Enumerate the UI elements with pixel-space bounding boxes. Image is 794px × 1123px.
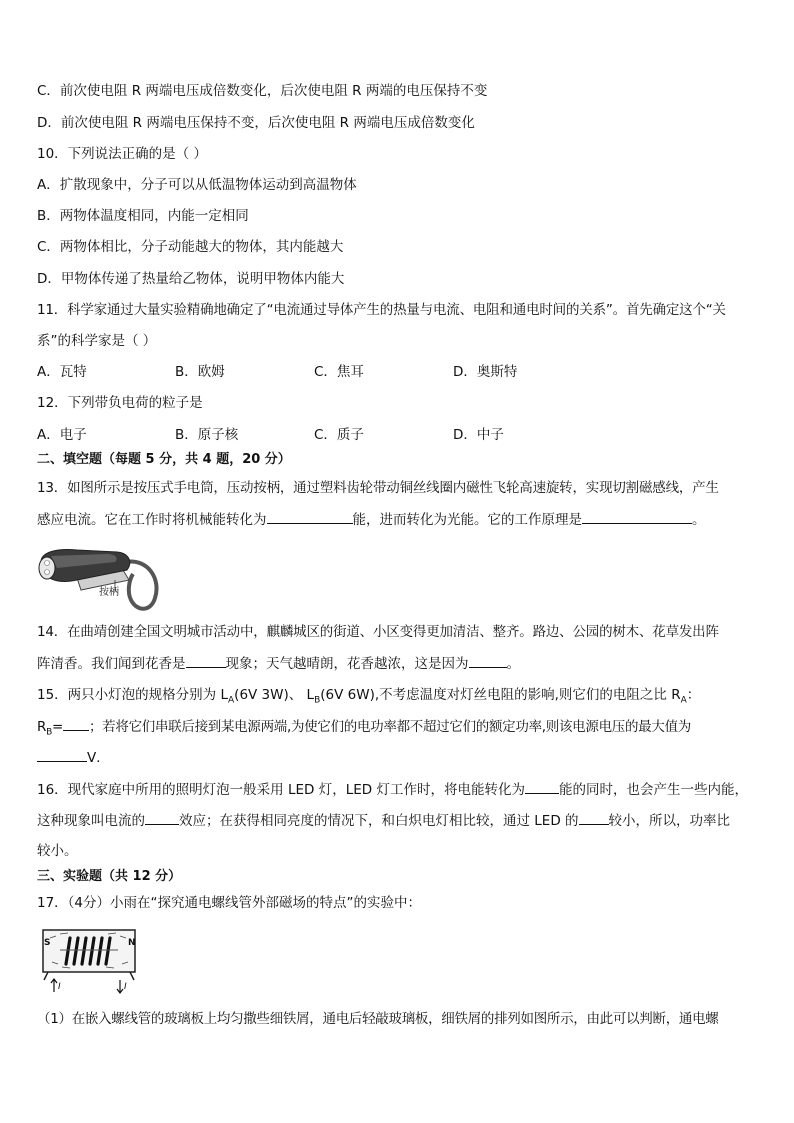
- q14-blank-1[interactable]: [186, 653, 226, 668]
- q15-sub-a2: A: [680, 695, 687, 706]
- q14-line2: [37, 653, 764, 674]
- q15-text-d: ：: [686, 687, 701, 703]
- q16-text-b: 能的同时，也会产生一些内能，: [558, 782, 748, 798]
- q16-text-d: 效应；在获得相同亮度的情况下，和白炽电灯相比较，通过 LED 的: [179, 813, 579, 829]
- q16-blank-1[interactable]: [525, 779, 559, 794]
- q15-text-series: ；若将它们串联后接到某电源两端,为使它们的电功率都不超过它们的额定功率,则该电源电压的最大值为: [88, 719, 691, 735]
- q14-text-b: 现象；天气越晴朗，花香越浓，这是因为: [225, 656, 469, 672]
- q9-option-d: D．前次使电阻 R 两端电压保持不变，后次使电阻 R 两端电压成倍数变化: [37, 115, 475, 131]
- q16-text-e: 较小，所以，功率比: [608, 813, 731, 829]
- q10-option-c: C．两物体相比，分子动能越大的物体，其内能越大: [37, 239, 344, 255]
- current-label-right: I: [124, 982, 127, 992]
- q16-text-c: 这种现象叫电流的: [37, 813, 145, 829]
- q16-text-a: 16．现代家庭中所用的照明灯泡一般采用 LED 灯，LED 灯工作时，将电能转化为: [37, 782, 525, 798]
- section-3-heading: 三、实验题（共 12 分）: [37, 869, 182, 884]
- q15-text-b: (6V 3W)、 L: [234, 687, 315, 703]
- flashlight-icon: [37, 540, 162, 615]
- q11-option-d: D．奥斯特: [453, 364, 518, 380]
- q16-blank-3[interactable]: [579, 810, 609, 825]
- q15-text-a: 15．两只小灯泡的规格分别为 L: [37, 687, 228, 703]
- q9-option-c: C．前次使电阻 R 两端电压成倍数变化，后次使电阻 R 两端的电压保持不变: [37, 83, 488, 99]
- q12-stem: 12．下列带负电荷的粒子是: [37, 395, 203, 411]
- q15-sub-a: A: [228, 695, 235, 706]
- flashlight-handle-label: 按柄: [99, 587, 119, 598]
- q13-text-a: 感应电流。它在工作时将机械能转化为: [37, 512, 267, 528]
- q15-line1: [37, 685, 764, 711]
- q16-blank-2[interactable]: [145, 810, 179, 825]
- q15-blank-1[interactable]: [63, 716, 89, 731]
- q15-line3: [37, 747, 764, 768]
- q17-part1: （1）在嵌入螺线管的玻璃板上均匀撒些细铁屑，通电后轻敲玻璃板，细铁屑的排列如图所示，由此可以判断，通电螺: [37, 1011, 719, 1027]
- q12-option-d: D．中子: [453, 427, 504, 443]
- flashlight-figure: [37, 540, 162, 615]
- q14-text-a: 阵清香。我们闻到花香是: [37, 656, 186, 672]
- q15-sub-b2: B: [46, 727, 52, 738]
- q13-text-c: 。: [692, 512, 706, 528]
- q16-line2: [37, 810, 764, 831]
- q11-option-a: A．瓦特: [37, 364, 87, 380]
- south-pole-label: S: [44, 938, 51, 948]
- q11-stem-line1: 11．科学家通过大量实验精确地确定了“电流通过导体产生的热量与电流、电阻和通电时间的关系”。首先确定这个“关: [37, 302, 726, 318]
- q16-line3: 较小。: [37, 843, 78, 859]
- q12-option-c: C．质子: [314, 427, 364, 443]
- q11-stem-line2: 系”的科学家是（ ）: [37, 333, 157, 349]
- q12-option-b: B．原子核: [175, 427, 239, 443]
- q10-option-b: B．两物体温度相同，内能一定相同: [37, 208, 249, 224]
- q15-blank-2[interactable]: [37, 747, 87, 762]
- q13-line1: 13．如图所示是按压式手电筒，压动按柄，通过塑料齿轮带动铜丝线圈内磁性飞轮高速旋转，实现切割磁感线，产生: [37, 480, 719, 496]
- current-label-left: I: [58, 982, 61, 992]
- q14-blank-2[interactable]: [469, 653, 507, 668]
- q13-line2: [37, 509, 764, 530]
- q12-option-a: A．电子: [37, 427, 87, 443]
- q16-line1: [37, 779, 764, 800]
- q15-text-eq: =: [51, 719, 63, 735]
- north-pole-label: N: [128, 938, 136, 948]
- section-2-heading: 二、填空题（每题 5 分，共 4 题，20 分）: [37, 452, 291, 467]
- q15-line2: [37, 716, 764, 743]
- q14-line1: 14．在曲靖创建全国文明城市活动中，麒麟城区的街道、小区变得更加清洁、整齐。路边、公园的树木、花草发出阵: [37, 624, 719, 640]
- q10-stem: 10．下列说法正确的是（ ）: [37, 146, 207, 162]
- q10-option-a: A．扩散现象中，分子可以从低温物体运动到高温物体: [37, 177, 357, 193]
- q17-stem: 17．（4分）小雨在“探究通电螺线管外部磁场的特点”的实验中：: [37, 895, 422, 911]
- q13-blank-2[interactable]: [582, 509, 692, 524]
- q14-text-c: 。: [506, 656, 520, 672]
- q13-text-b: 能，进而转化为光能。它的工作原理是: [352, 512, 582, 528]
- q15-sub-b: B: [314, 695, 321, 706]
- q15-text-unit: V．: [87, 750, 110, 766]
- q15-text-c: (6V 6W),不考虑温度对灯丝电阻的影响,则它们的电阻之比 R: [320, 687, 681, 703]
- solenoid-figure: [40, 926, 140, 996]
- q11-option-c: C．焦耳: [314, 364, 364, 380]
- q11-option-b: B．欧姆: [175, 364, 225, 380]
- q13-blank-1[interactable]: [267, 509, 353, 524]
- q10-option-d: D．甲物体传递了热量给乙物体，说明甲物体内能大: [37, 271, 345, 287]
- q15-text-r: R: [37, 719, 47, 735]
